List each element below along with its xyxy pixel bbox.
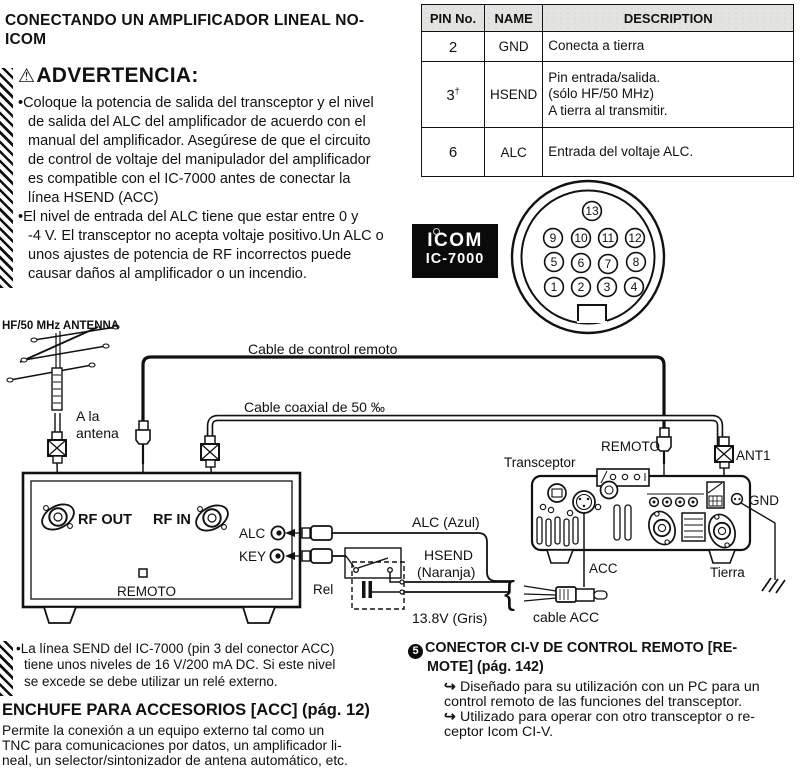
remote-cable-label: Cable de control remoto: [248, 341, 398, 357]
icom-logo-ring-icon: [433, 228, 440, 235]
acc-cable-label: cable ACC: [533, 609, 600, 625]
acc-pin-table: [421, 4, 794, 177]
brand-name: ICOM: [427, 230, 483, 251]
send-line-note: [16, 641, 335, 690]
page-title-line1: CONECTANDO UN AMPLIFICADOR LINEAL NO-: [5, 12, 365, 29]
step-5-marker-icon: 5: [408, 644, 423, 659]
note-line: tiene unos niveles de 16 V/200 mA DC. Si este nivel: [24, 657, 336, 673]
svg-text:4: 4: [630, 280, 638, 294]
table-row: [422, 62, 794, 128]
relay-label: Rel: [313, 582, 334, 597]
curved-arrow-icon: ↪: [444, 678, 456, 695]
warning-text-line: de salida del ALC del amplificador de acuerdo con el: [28, 114, 366, 130]
acc-socket-label: ACC: [589, 561, 618, 576]
pin-description: Entrada del voltaje ALC.: [543, 128, 794, 177]
tierra-label: Tierra: [710, 565, 745, 580]
warning-text-line: de control de voltaje del manipulador del amplificador: [28, 152, 371, 168]
alc-jack-label: ALC: [239, 526, 266, 541]
table-row: [422, 128, 794, 177]
acc-section-line: Permite la conexión a un equipo externo tal como un: [2, 723, 325, 738]
svg-text:6: 6: [577, 256, 585, 270]
table-row: [422, 32, 794, 62]
earth-ground-icon: [762, 578, 785, 593]
pin-description: Conecta a tierra: [543, 32, 794, 62]
amp-remoto-label: REMOTO: [117, 584, 177, 599]
warning-icon: ⚠: [18, 66, 36, 87]
antenna-drawing: [7, 325, 119, 439]
note-hatch-bar: [0, 641, 13, 696]
warning-hatch-bar: [0, 68, 13, 288]
linear-amplifier-box: [23, 473, 300, 623]
svg-text:3: 3: [603, 280, 611, 294]
pin-name: HSEND: [485, 62, 543, 128]
civ-bullet-line: ceptor Icom CI-V.: [444, 724, 554, 741]
acc-section-line: TNC para comunicaciones por datos, un amplificador li-: [2, 738, 342, 754]
transceiver-label: Transceptor: [504, 455, 576, 470]
pin-number: 3†: [422, 62, 485, 128]
page-title: [5, 11, 364, 49]
pin-description: Pin entrada/salida. (sólo HF/50 MHz) A tierra al transmitir.: [543, 62, 794, 128]
svg-text:12: 12: [628, 231, 642, 245]
civ-bullet-line: ↪ Utilizado para operar con otro transceptor o re-: [444, 708, 755, 725]
curved-arrow-icon: ↪: [444, 708, 456, 725]
col-header-pin: PIN No.: [422, 5, 485, 32]
note-line: •La línea SEND del IC-7000 (pin 3 del conector ACC): [16, 641, 335, 656]
warning-text-line: manual del amplificador. Asegúrese de que el circuito: [28, 133, 371, 149]
svg-text:13: 13: [585, 204, 599, 218]
pin-name: GND: [485, 32, 543, 62]
warning-text-line: causar daños al amplificador o un incendio.: [28, 266, 307, 282]
acc-plug-section: [2, 700, 370, 769]
warning-text-line: línea HSEND (ACC): [28, 190, 159, 206]
col-header-desc: DESCRIPTION: [543, 5, 794, 32]
svg-text:8: 8: [632, 255, 640, 269]
civ-remote-section: [408, 640, 798, 740]
warning-text-line: -4 V. El transceptor no acepta voltaje positivo.Un ALC o: [28, 228, 384, 244]
relay-dashed-box: [352, 562, 404, 609]
warning-text-line: •El nivel de entrada del ALC tiene que estar entre 0 y: [18, 209, 359, 225]
warning-text-line: unos ajustes de potencia de RF incorrectos puede: [28, 247, 352, 263]
gnd-terminal: [732, 494, 743, 505]
ant1-label: ANT1: [736, 448, 771, 463]
to-antenna-label-line2: antena: [76, 425, 119, 441]
svg-text:11: 11: [601, 231, 615, 245]
civ-bullet-line: control remoto de las funciones del transceptor.: [444, 693, 743, 710]
warning-block: [18, 64, 418, 284]
page-title-line2: ICOM: [5, 31, 47, 48]
gnd-label: GND: [749, 493, 779, 508]
model-name: IC-7000: [425, 251, 485, 267]
key-jack-label: KEY: [239, 549, 267, 564]
hsend-wire-label-line1: HSEND: [424, 547, 474, 563]
warning-heading-text: ADVERTENCIA:: [36, 64, 199, 87]
svg-text:2: 2: [577, 280, 585, 294]
svg-text:5: 5: [550, 255, 558, 269]
warning-text-line: es compatible con el IC-7000 antes de conectar la: [28, 171, 351, 187]
table-header-row: [422, 5, 794, 32]
to-antenna-label-line1: A la: [76, 408, 100, 424]
svg-text:7: 7: [604, 257, 612, 271]
acc-plug: [556, 587, 607, 602]
antenna-label: HF/50 MHz ANTENNA: [2, 320, 120, 332]
coax-cable-label: Cable coaxial de 50 ‰: [244, 399, 385, 415]
alc-wire-label: ALC (Azul): [412, 514, 480, 530]
svg-text:1: 1: [550, 280, 558, 294]
remoto-jack: [139, 569, 147, 577]
pin-name: ALC: [485, 128, 543, 177]
hsend-wire-label-line2: (Naranja): [417, 564, 476, 580]
connection-diagram: [0, 298, 800, 643]
supply-wire-label: 13.8V (Gris): [412, 610, 488, 626]
acc-section-line: neal, un selector/sintonizador de antena automático, etc.: [2, 753, 348, 769]
col-header-name: NAME: [485, 5, 543, 32]
pin-number: 6: [422, 128, 485, 177]
pin-number: 2: [422, 32, 485, 62]
warning-text-line: •Coloque la potencia de salida del transceptor y el nivel: [18, 95, 374, 111]
civ-section-title-line2: MOTE] (pág. 142): [427, 659, 544, 675]
note-line: se excede se debe utilizar un relé externo.: [24, 673, 278, 689]
acc-section-title: ENCHUFE PARA ACCESORIOS [ACC] (pág. 12): [2, 701, 370, 719]
warning-heading: [18, 64, 418, 88]
rf-out-label: RF OUT: [78, 512, 132, 528]
icom-logo: [412, 224, 498, 278]
svg-text:10: 10: [574, 231, 588, 245]
svg-text:9: 9: [549, 231, 557, 245]
civ-section-title: 5 CONECTOR CI-V DE CONTROL REMOTO [RE-: [408, 640, 798, 659]
tx-remoto-label: REMOTO: [601, 439, 661, 454]
wire-brace: {: [504, 574, 516, 611]
transceiver-rear-panel: [532, 469, 785, 593]
rf-in-label: RF IN: [153, 512, 191, 528]
civ-bullet-line: ↪ Diseñado para su utilización con un PC para un: [444, 678, 760, 695]
